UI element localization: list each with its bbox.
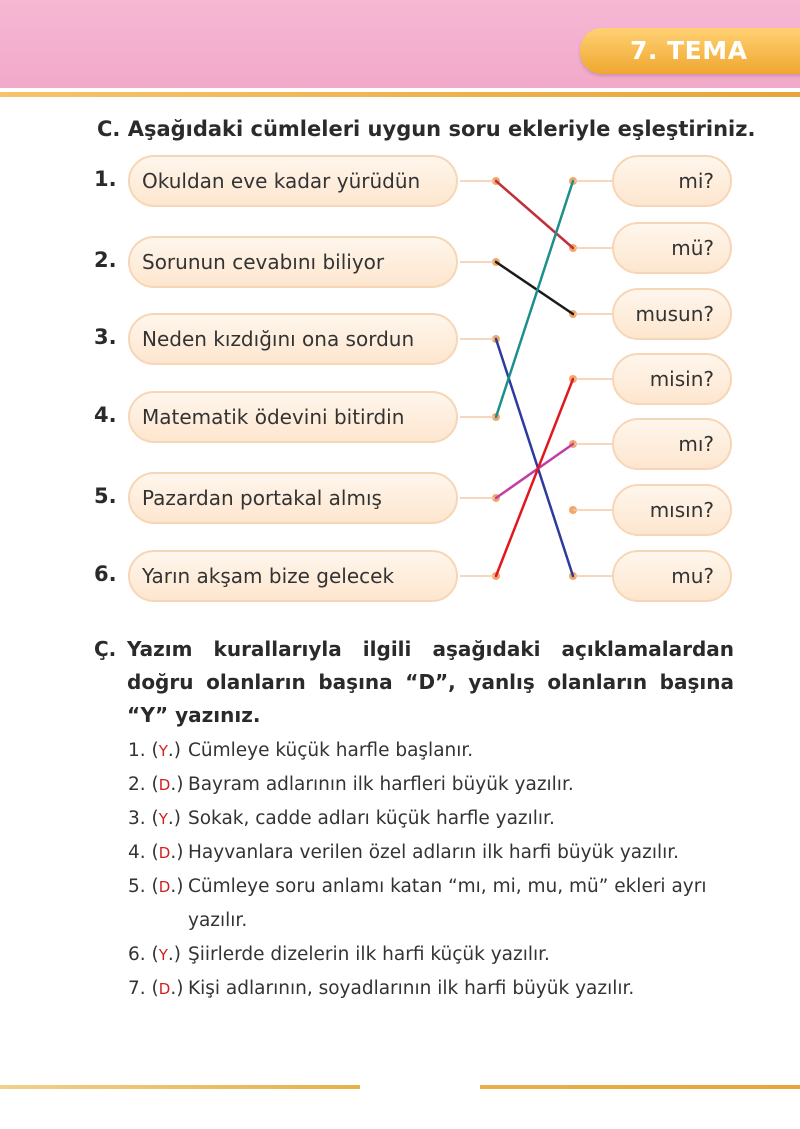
statement-number: 3. ( xyxy=(128,808,159,829)
statement-answer: D xyxy=(158,844,171,862)
statement-text: Bayram adlarının ilk harfleri büyük yazılır. xyxy=(188,774,574,795)
match-line xyxy=(496,181,573,417)
question-text: Pazardan portakal almış xyxy=(142,486,382,510)
statement-item xyxy=(128,802,732,836)
statement-answer: Y xyxy=(158,946,168,964)
statement-item xyxy=(128,768,732,802)
section-cc xyxy=(94,633,734,732)
statement-number: 6. ( xyxy=(128,944,159,965)
question-text: Okuldan eve kadar yürüdün xyxy=(142,169,421,193)
match-line xyxy=(496,379,573,576)
section-cc-instruction: Yazım kurallarıyla ilgili aşağıdaki açıklamalardan doğru olanların başına “D”, yanlış olanların başına “Y” yazınız. xyxy=(127,637,734,727)
statement-prefix: 6. (Y.) xyxy=(128,944,182,965)
statement-item xyxy=(128,972,732,1006)
statement-answer: D xyxy=(158,878,171,896)
statement-answer: Y xyxy=(158,810,168,828)
answer-text: mu? xyxy=(671,564,714,588)
statement-text: Hayvanlara verilen özel adların ilk harfi büyük yazılır. xyxy=(188,842,680,863)
statement-number: 7. ( xyxy=(128,978,159,999)
statement-text: Şiirlerde dizelerin ilk harfi küçük yazılır. xyxy=(188,944,550,965)
question-text: Neden kızdığını ona sordun xyxy=(142,327,415,351)
statement-answer: D xyxy=(158,980,171,998)
statement-item xyxy=(128,938,732,972)
question-number: 3. xyxy=(94,325,117,349)
statement-prefix: 5. (D.) xyxy=(128,876,184,897)
match-line xyxy=(496,262,573,314)
statement-prefix: 4. (D.) xyxy=(128,842,184,863)
statement-item xyxy=(128,870,732,938)
question-number: 6. xyxy=(94,562,117,586)
answer-text: musun? xyxy=(635,302,714,326)
statement-answer: D xyxy=(158,776,171,794)
statement-text: Cümleye küçük harfle başlanır. xyxy=(188,740,474,761)
statement-number: 5. ( xyxy=(128,876,159,897)
match-line xyxy=(496,444,573,498)
statement-text: Cümleye soru anlamı katan “mı, mi, mu, mü” ekleri ayrı yazılır. xyxy=(188,876,707,931)
statement-list xyxy=(128,734,732,1006)
section-c-title: C. Aşağıdaki cümleleri uygun soru ekleriyle eşleştiriniz. xyxy=(97,117,756,141)
question-text: Sorunun cevabını biliyor xyxy=(142,250,385,274)
statement-text: Kişi adlarının, soyadlarının ilk harfi büyük yazılır. xyxy=(188,978,635,999)
question-number: 1. xyxy=(94,167,117,191)
question-number: 2. xyxy=(94,248,117,272)
answer-text: misin? xyxy=(649,367,714,391)
statement-text: Sokak, cadde adları küçük harfle yazılır. xyxy=(188,808,555,829)
answer-text: mı? xyxy=(678,432,714,456)
question-number: 4. xyxy=(94,403,117,427)
statement-answer: Y xyxy=(158,742,168,760)
answer-text: mi? xyxy=(678,169,714,193)
statement-item xyxy=(128,836,732,870)
match-line xyxy=(496,339,573,576)
statement-number: 4. ( xyxy=(128,842,159,863)
question-number: 5. xyxy=(94,484,117,508)
statement-prefix: 1. (Y.) xyxy=(128,740,182,761)
question-text: Matematik ödevini bitirdin xyxy=(142,405,405,429)
answer-text: mü? xyxy=(671,236,714,260)
statement-number: 2. ( xyxy=(128,774,159,795)
tema-label: 7. TEMA xyxy=(630,36,748,65)
statement-prefix: 2. (D.) xyxy=(128,774,184,795)
statement-prefix: 7. (D.) xyxy=(128,978,184,999)
section-cc-letter: Ç. xyxy=(94,637,117,661)
footer-divider xyxy=(0,1085,800,1089)
statement-prefix: 3. (Y.) xyxy=(128,808,182,829)
answer-text: mısın? xyxy=(649,498,714,522)
statement-number: 1. ( xyxy=(128,740,159,761)
question-text: Yarın akşam bize gelecek xyxy=(142,564,395,588)
statement-item xyxy=(128,734,732,768)
